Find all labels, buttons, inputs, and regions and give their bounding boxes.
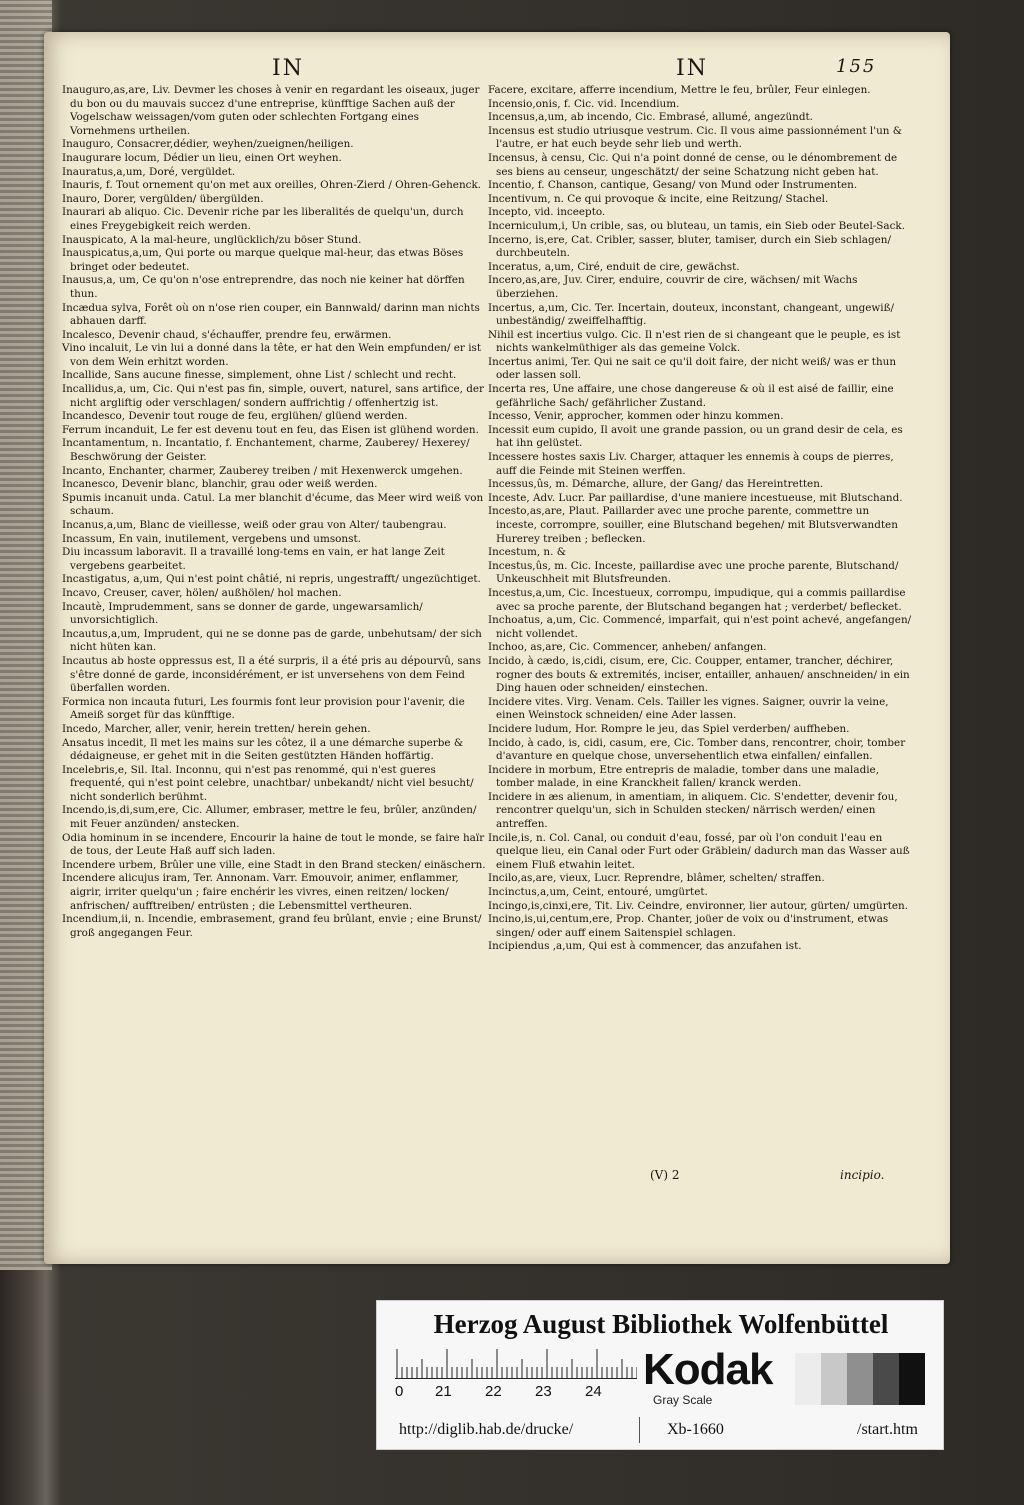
dictionary-entry: Incertus animi, Ter. Qui ne sait ce qu'il doit faire, der nicht weiß/ was er thun oder lassen soll. (488, 355, 897, 382)
ruler-ticks (395, 1349, 637, 1379)
dictionary-entry: Incidere vites. Virg. Venam. Cels. Tailler les vignes. Saigner, ouvrir la veine, einen Weinstock schneiden/ eine Ader lassen. (488, 695, 889, 722)
dictionary-entry: Diu incassum laboravit. Il a travaillé long-tems en vain, er hat lange Zeit vergebens gearbeitet. (62, 546, 445, 572)
ruler-number: 21 (435, 1383, 452, 1400)
dictionary-entry: Incessit eum cupido, Il avoit une grande passion, ou un grand desir de cela, es hat ihn gelüstet. (488, 423, 903, 450)
dictionary-entry: Incingo,is,cinxi,ere, Tit. Liv. Ceindre, environner, lier autour, gürten/ umgürten. (488, 899, 909, 912)
dictionary-entry: Incandesco, Devenir tout rouge de feu, erglühen/ glüend werden. (62, 410, 408, 423)
dictionary-entry: Inauguro, Consacrer,dédier, weyhen/zueignen/heiligen. (62, 138, 354, 151)
kodak-logo (643, 1345, 783, 1409)
dictionary-entry: Vino incaluit, Le vin lui a donné dans la tête, er hat den Wein empfunden/ er ist von dem Wein erhitzt worden. (62, 342, 482, 368)
dictionary-entry: Incensus, à censu, Cic. Qui n'a point donné de cense, ou le dénombrement de ses biens au censeur, ungeschätzt/ der seine Schatzung nicht geben hat. (488, 151, 898, 178)
dictionary-entry: Incessus,ûs, m. Démarche, allure, der Gang/ das Hereintretten. (488, 478, 824, 491)
dictionary-entry: Incassum, En vain, inutilement, vergebens und umsonst. (62, 532, 361, 545)
dictionary-entry: Ansatus incedit, Il met les mains sur les côtez, il a une démarche superbe & dédaigneuse, er gehet mit in die Seiten gestützten Händen hoffärtig. (62, 736, 464, 763)
dictionary-entry: Inauro, Dorer, vergülden/ übergülden. (62, 192, 264, 205)
catchword: incipio. (840, 1168, 885, 1182)
dictionary-entry: Inaurari ab aliquo. Cic. Devenir riche par les liberalités de quelqu'un, durch eines Freygebigkeit reich werden. (62, 206, 464, 232)
dictionary-entry: Inceste, Adv. Lucr. Par paillardise, d'une maniere incestueuse, mit Blutschand. (488, 491, 903, 504)
dictionary-entry: Incidere in morbum, Etre entrepris de maladie, tomber dans une maladie, tomber malade, in eine Kranckheit fallen/ kranck werden. (488, 763, 879, 790)
library-card (376, 1300, 944, 1450)
ruler-bar (395, 1349, 637, 1379)
dictionary-entry: Inchoatus, a,um, Cic. Commencé, imparfait, qui n'est point achevé, angefangen/ nicht vollendet. (488, 614, 912, 640)
url-suffix: /start.htm (857, 1421, 918, 1438)
dictionary-entry: Incesto,as,are, Plaut. Paillarder avec une proche parente, commettre un inceste, corrompre, souiller, eine Blutschand begehen/ mit Blutsverwandten Hurerey treiben ; beflecken. (488, 505, 898, 545)
dictionary-entry: Formica non incauta futuri, Les fourmis font leur provision pour l'avenir, die Ameiß sorget für das künfftige. (62, 695, 465, 722)
dictionary-entry: Incerta res, Une affaire, une chose dangereuse & où il est aisé de faillir, eine gefährliche Sach/ gefährlicher Zustand. (488, 383, 894, 409)
dictionary-entry: Incile,is, n. Col. Canal, ou conduit d'eau, fossé, par où l'on conduit l'eau en quelque lieu, ein Canal oder Furt oder Gräblein/ dadurch man das Wasser auß einem Fluß etwahin leitet. (488, 831, 910, 871)
ruler-number: 23 (535, 1383, 552, 1400)
ruler-number: 0 (395, 1383, 404, 1400)
measurement-ruler (395, 1349, 637, 1405)
dictionary-entry: Incædua sylva, Forêt où on n'ose rien couper, ein Bannwald/ darinn man nichts abhauen darff. (62, 301, 480, 328)
right-running-head: IN (676, 56, 708, 81)
gray-swatch (873, 1353, 899, 1405)
dictionary-entry: Inauspicato, A la mal-heure, unglücklich/zu böser Stund. (62, 233, 362, 246)
dictionary-entry: Nihil est incertius vulgo. Cic. Il n'est rien de si changeant que le peuple, es ist nichts wankelmüthiger als das gemeine Volck. (488, 328, 901, 355)
page-header (62, 56, 902, 80)
dictionary-entry: Incino,is,ui,centum,ere, Prop. Chanter, joüer de voix ou d'instrument, etwas singen/ oder auff einem Saitenspiel schlagen. (488, 913, 889, 939)
dictionary-entry: Incalesco, Devenir chaud, s'échauffer, prendre feu, erwärmen. (62, 328, 392, 341)
digital-library-url: http://diglib.hab.de/drucke/ (399, 1421, 574, 1438)
dictionary-entry: Inauratus,a,um, Doré, vergüldet. (62, 165, 236, 178)
dictionary-entry: Incelebris,e, Sil. Ital. Inconnu, qui n'est pas renommé, qui n'est gueres frequenté, qui n'est point celebre, unachtbar/ unbekandt/ nicht viel besucht/ nicht sonderlich berühmt. (62, 763, 474, 803)
dictionary-entry: Incautus,a,um, Imprudent, qui ne se donne pas de garde, unbehutsam/ der sich nicht hüten kan. (62, 627, 482, 654)
dictionary-entry: Incesso, Venir, approcher, kommen oder hinzu kommen. (488, 410, 784, 423)
gray-scale-label: Gray Scale (653, 1393, 713, 1407)
dictionary-entry: Incepto, vid. inceepto. (488, 206, 606, 219)
dictionary-entry: Incanesco, Devenir blanc, blanchir, grau oder weiß werden. (62, 478, 378, 491)
dictionary-entry: Incido, à cædo, is,cidi, cisum, ere, Cic. Coupper, entamer, trancher, déchirer, rogner des bouts & extremités, inciser, entailler, anhauen/ anschneiden/ in ein Ding hauen oder schneiden/ einstechen. (488, 654, 910, 695)
dictionary-entry: Incanus,a,um, Blanc de vieillesse, weiß oder grau von Alter/ taubengrau. (62, 519, 447, 531)
dictionary-entry: Incastigatus, a,um, Qui n'est point châtié, ni repris, ungestrafft/ ungezüchtiget. (62, 573, 481, 586)
gray-swatch (847, 1353, 873, 1405)
dictionary-entry: Incero,as,are, Juv. Cirer, enduire, couvrir de cire, wächsen/ mit Wachs überziehen. (488, 274, 858, 300)
dictionary-entry: Inauris, f. Tout ornement qu'on met aux oreilles, Ohren-Zierd / Ohren-Gehenck. (62, 179, 482, 192)
dictionary-entry: Inausus,a, um, Ce qu'on n'ose entreprendre, das noch nie keiner hat dörffen thun. (62, 274, 465, 300)
ruler-numbers (395, 1383, 637, 1401)
dictionary-entry: Incensus est studio utriusque vestrum. Cic. Il vous aime passionnément l'un & l'autre, er hat euch beyde sehr lieb und werth. (488, 124, 903, 151)
gray-scale-swatches (795, 1353, 929, 1405)
library-name: Herzog August Bibliothek Wolfenbüttel (433, 1309, 889, 1339)
dictionary-entry: Inchoo, as,are, Cic. Commencer, anheben/ anfangen. (488, 641, 767, 654)
dictionary-entry: Incidere ludum, Hor. Rompre le jeu, das Spiel verderben/ auffheben. (488, 722, 850, 735)
gray-swatch (899, 1353, 925, 1405)
gray-swatch (821, 1353, 847, 1405)
ruler-number: 22 (485, 1383, 502, 1400)
dictionary-entry: Inceratus, a,um, Ciré, enduit de cire, gewächst. (488, 260, 740, 273)
dictionary-entry: Incallide, Sans aucune finesse, simplement, ohne List / schlecht und recht. (62, 369, 457, 382)
dictionary-entry: Incentio, f. Chanson, cantique, Gesang/ von Mund oder Instrumenten. (488, 179, 858, 192)
dictionary-entry: Incautus ab hoste oppressus est, Il a été surpris, il a été pris au dépourvû, sans s'être donné de garde, inconsidérément, er ist unversehens von dem Feind überfallen worden. (62, 654, 481, 695)
dictionary-entry: Incidere in æs alienum, in amentiam, in aliquem. Cic. S'endetter, devenir fou, rencontrer quelqu'un, sich in Schulden stecken/ närrisch werden/ einen antreffen. (488, 790, 898, 831)
dictionary-entry: Incallidus,a, um, Cic. Qui n'est pas fin, simple, ouvert, naturel, sans artifice, der nicht argliftig oder verschlagen/ sondern auffrichtig / offenhertzig ist. (62, 383, 485, 409)
dictionary-entry: Inaugurare locum, Dédier un lieu, einen Ort weyhen. (62, 151, 342, 164)
left-column (62, 84, 486, 940)
dictionary-entry: Incipiendus ,a,um, Qui est à commencer, das anzufahen ist. (488, 940, 802, 953)
dictionary-entry: Incedo, Marcher, aller, venir, herein tretten/ herein gehen. (62, 722, 371, 735)
dictionary-entry: Incestus,ûs, m. Cic. Inceste, paillardise avec une proche parente, Blutschand/ Unkeuschheit mit Blutsfreunden. (488, 559, 899, 586)
shelfmark: Xb-1660 (667, 1421, 724, 1438)
dictionary-entry: Ferrum incanduit, Le fer est devenu tout en feu, das Eisen ist glühend worden. (62, 423, 479, 436)
card-footer (377, 1413, 945, 1447)
dictionary-entry: Incendere alicujus iram, Ter. Annonam. Varr. Emouvoir, animer, enflammer, aigrir, irriter quelqu'un ; faire enchérir les vivres, einen reitzen/ locken/ anfrischen/ aufftreiben/ entrüsten ; die Lebensmittel vertheuren. (62, 872, 459, 912)
dictionary-entry: Odia hominum in se incendere, Encourir la haine de tout le monde, se faire haïr de tous, der Leute Haß auff sich laden. (62, 831, 485, 858)
dictionary-entry: Incestus,a,um, Cic. Incestueux, corrompu, impudique, qui a commis paillardise avec sa proche parente, der Blutschand begangen hat ; verderbet/ beflecket. (488, 586, 906, 613)
left-running-head: IN (272, 56, 304, 81)
dictionary-entry: Incerniculum,i, Un crible, sas, ou bluteau, un tamis, ein Sieb oder Beutel-Sack. (488, 219, 906, 232)
kodak-wordmark: Kodak (643, 1345, 773, 1394)
dictionary-entry: Incavo, Creuser, caver, hölen/ außhölen/ hol machen. (62, 586, 342, 599)
page-number: 155 (836, 56, 877, 77)
dictionary-entry: Incendium,ii, n. Incendie, embrasement, grand feu brûlant, envie ; eine Brunst/ groß angegangen Feur. (62, 913, 482, 939)
ruler-number: 24 (585, 1383, 602, 1400)
dictionary-entry: Incensus,a,um, ab incendo, Cic. Embrasé, allumé, angezündt. (488, 111, 813, 124)
dictionary-entry: Incinctus,a,um, Ceint, entouré, umgürtet. (488, 886, 708, 899)
dictionary-entry: Incensio,onis, f. Cic. vid. Incendium. (488, 97, 680, 110)
dictionary-entry: Spumis incanuit unda. Catul. La mer blanchit d'écume, das Meer wird weiß von schaum. (62, 491, 484, 518)
dictionary-entry: Incendere urbem, Brûler une ville, eine Stadt in den Brand stecken/ einäschern. (62, 858, 486, 871)
right-column (488, 84, 912, 954)
dictionary-entry: Incautè, Imprudemment, sans se donner de garde, ungewarsamlich/ unvorsichtiglich. (62, 600, 423, 627)
gray-swatch (795, 1353, 821, 1405)
divider (639, 1417, 640, 1443)
dictionary-entry: Facere, excitare, afferre incendium, Mettre le feu, brûler, Feur einlegen. (488, 84, 871, 96)
dictionary-entry: Incanto, Enchanter, charmer, Zauberey treiben / mit Hexenwerck umgehen. (62, 464, 463, 477)
dictionary-entry: Incessere hostes saxis Liv. Charger, attaquer les ennemis à coups de pierres, auff die Feinde mit Steinen werffen. (488, 451, 894, 477)
signature-mark: (V) 2 (650, 1168, 680, 1182)
dictionary-entry: Incertus, a,um, Cic. Ter. Incertain, douteux, inconstant, changeant, ungewiß/ unbeständig/ zweiffelhafftig. (488, 301, 895, 328)
dictionary-entry: Incido, à cado, is, cidi, casum, ere, Cic. Tomber dans, rencontrer, choir, tomber d'avanture en quelque chose, unversehentlich etwa einfallen/ einfallen. (488, 736, 906, 763)
dictionary-entry: Incerno, is,ere, Cat. Cribler, sasser, bluter, tamiser, durch ein Sieb schlagen/ durchbeuteln. (488, 233, 891, 260)
dictionary-entry: Incestum, n. & (488, 546, 566, 559)
dictionary-entry: Incilo,as,are, vieux, Lucr. Reprendre, blâmer, schelten/ straffen. (488, 872, 825, 885)
dictionary-entry: Inauspicatus,a,um, Qui porte ou marque quelque mal-heur, das etwas Böses bringet oder bedeutet. (62, 247, 464, 273)
dictionary-entry: Incantamentum, n. Incantatio, f. Enchantement, charme, Zauberey/ Hexerey/ Beschwörung der Geister. (62, 437, 470, 464)
dictionary-entry: Incendo,is,di,sum,ere, Cic. Allumer, embraser, mettre le feu, brûler, anzünden/ mit Feuer anzünden/ anstecken. (62, 804, 477, 831)
dictionary-entry: Inauguro,as,are, Liv. Devmer les choses à venir en regardant les oiseaux, juger du bon ou du mauvais succez d'une entreprise, künfftige Sachen auß der Vogelschaw weissagen/vom guten oder schlechten Fortgang eines Vornehmens urtheilen. (62, 84, 480, 137)
dictionary-entry: Incentivum, n. Ce qui provoque & incite, eine Reitzung/ Stachel. (488, 192, 829, 205)
